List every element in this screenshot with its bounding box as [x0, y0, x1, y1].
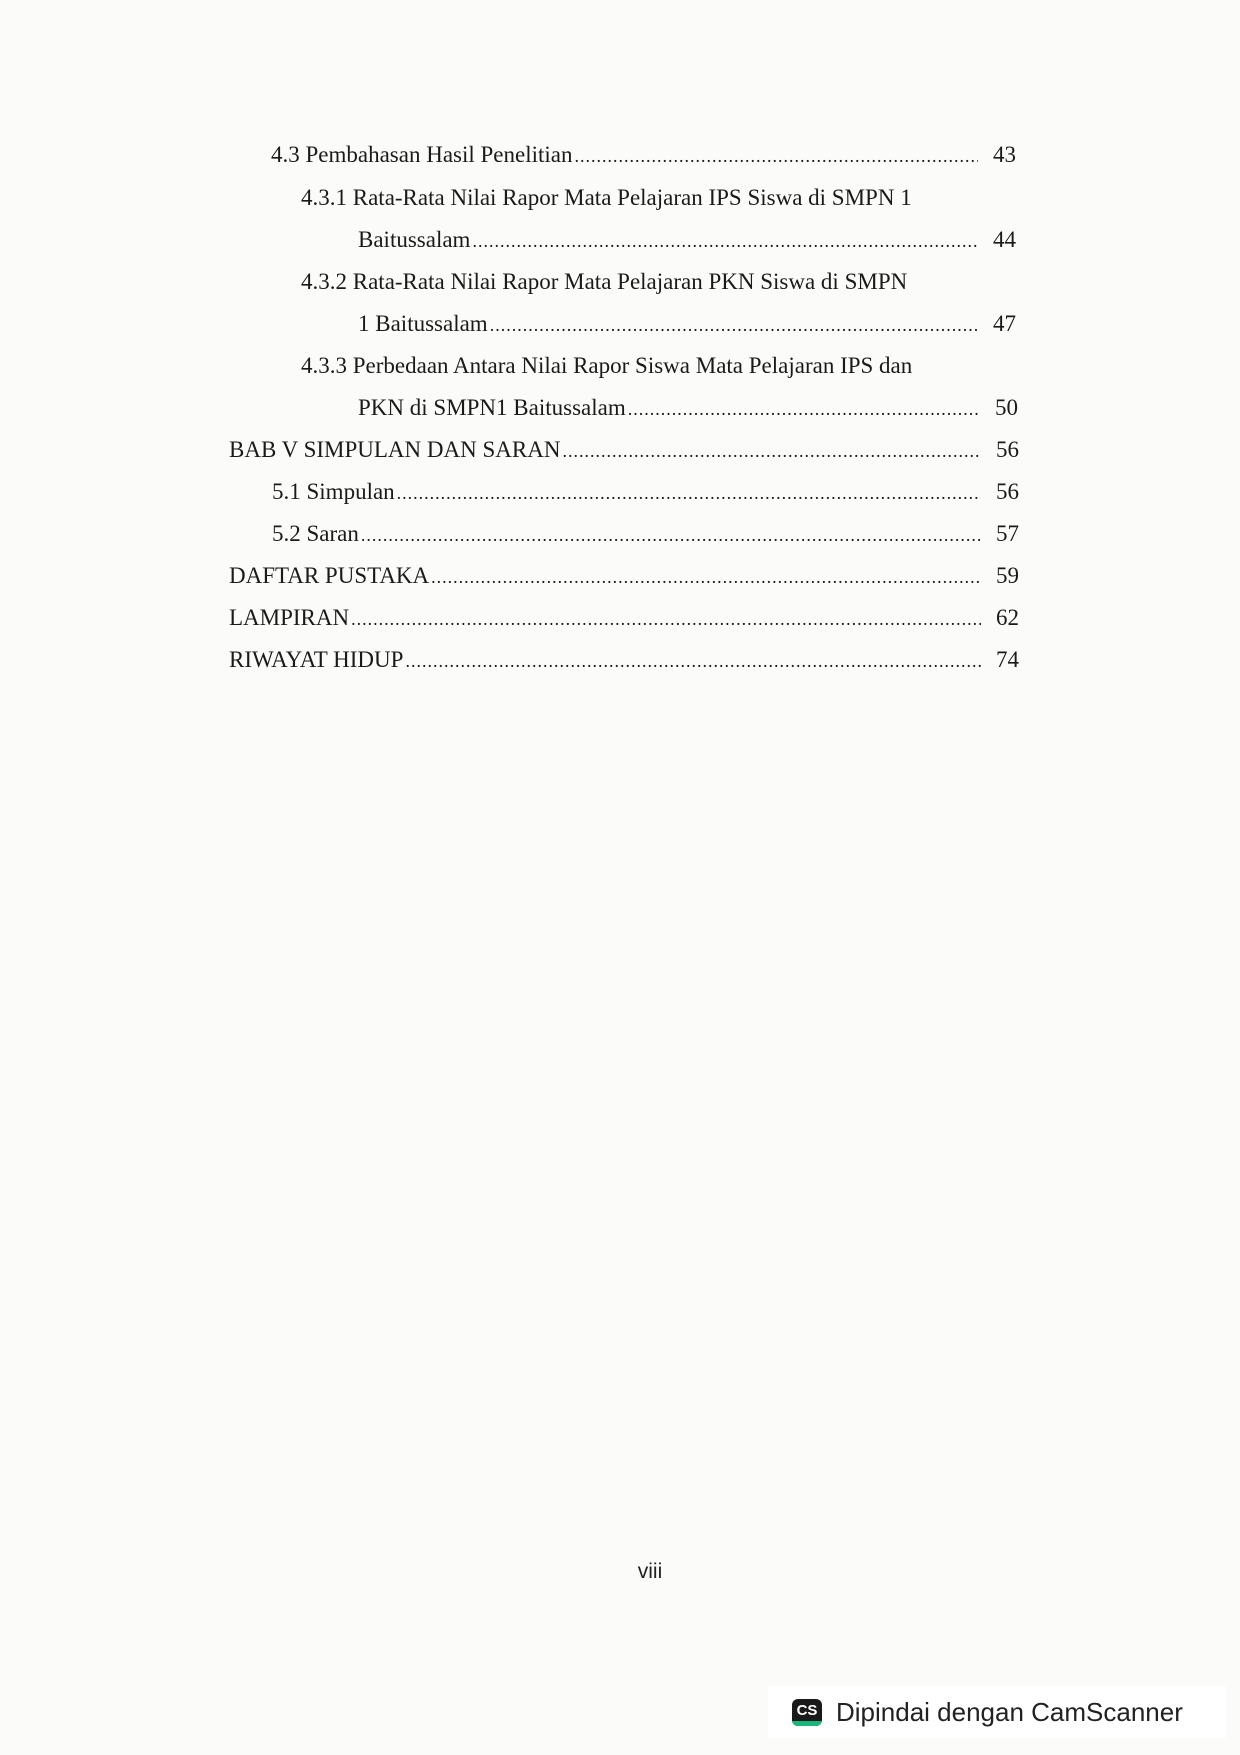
- camscanner-watermark: [768, 1686, 1226, 1738]
- toc-entry-page: 56: [996, 437, 1019, 462]
- toc-entry-title: BAB V SIMPULAN DAN SARAN: [229, 437, 561, 462]
- toc-entry-page: 74: [996, 647, 1019, 672]
- dot-leader: [562, 436, 981, 466]
- toc-entry-4-3-1-cont: [358, 225, 1016, 256]
- toc-entry-4-3-1: [301, 183, 912, 213]
- dot-leader: [397, 478, 981, 508]
- toc-entry-title: LAMPIRAN: [229, 605, 350, 630]
- dot-leader: [575, 141, 979, 171]
- dot-leader: [472, 226, 978, 256]
- toc-entry-title: 1 Baitussalam: [358, 311, 488, 336]
- camscanner-logo-icon: [792, 1699, 822, 1726]
- toc-entry-4-3-3: [301, 351, 912, 381]
- toc-entry-title: 5.2 Saran: [272, 521, 359, 546]
- toc-entry-bab-v: [229, 435, 1019, 466]
- toc-entry-page: 62: [996, 605, 1019, 630]
- toc-entry-lampiran: [229, 603, 1019, 634]
- toc-entry-page: 59: [996, 563, 1019, 588]
- dot-leader: [628, 394, 980, 424]
- toc-entry-title: 4.3.1 Rata-Rata Nilai Rapor Mata Pelajaran IPS Siswa di SMPN 1: [301, 185, 912, 210]
- toc-entry-5-1: [272, 477, 1019, 508]
- dot-leader: [361, 520, 981, 550]
- toc-entry-page: 56: [996, 479, 1019, 504]
- page-number: viii: [637, 1560, 663, 1583]
- toc-entry-page: 44: [993, 227, 1016, 252]
- camscanner-logo-text: CS: [796, 1701, 818, 1719]
- toc-entry-page: 47: [993, 311, 1016, 336]
- toc-entry-page: 43: [993, 142, 1016, 167]
- toc-entry-page: 57: [996, 521, 1019, 546]
- toc-entry-riwayat-hidup: [229, 645, 1019, 676]
- dot-leader: [405, 646, 981, 676]
- toc-entry-title: DAFTAR PUSTAKA: [229, 563, 430, 588]
- toc-entry-title: 5.1 Simpulan: [272, 479, 395, 504]
- toc-entry-title: RIWAYAT HIDUP: [229, 647, 404, 672]
- toc-entry-4-3: [271, 140, 1016, 171]
- watermark-text: Dipindai dengan CamScanner: [836, 1696, 1183, 1727]
- dot-leader: [490, 310, 978, 340]
- toc-entry-title: 4.3.3 Perbedaan Antara Nilai Rapor Siswa Mata Pelajaran IPS dan: [301, 353, 913, 378]
- toc-entry-4-3-2-cont: [358, 309, 1016, 340]
- toc-entry-title: Baitussalam: [358, 227, 471, 252]
- toc-entry-4-3-2: [301, 267, 907, 297]
- toc-entry-page: 50: [995, 395, 1018, 420]
- dot-leader: [431, 562, 981, 592]
- dot-leader: [351, 604, 981, 634]
- toc-entry-title: 4.3 Pembahasan Hasil Penelitian: [271, 142, 573, 167]
- toc-entry-title: PKN di SMPN1 Baitussalam: [358, 395, 626, 420]
- toc-entry-4-3-3-cont: [358, 393, 1018, 424]
- toc-entry-daftar-pustaka: [229, 561, 1019, 592]
- toc-entry-title: 4.3.2 Rata-Rata Nilai Rapor Mata Pelajaran PKN Siswa di SMPN: [301, 269, 908, 294]
- toc-entry-5-2: [272, 519, 1019, 550]
